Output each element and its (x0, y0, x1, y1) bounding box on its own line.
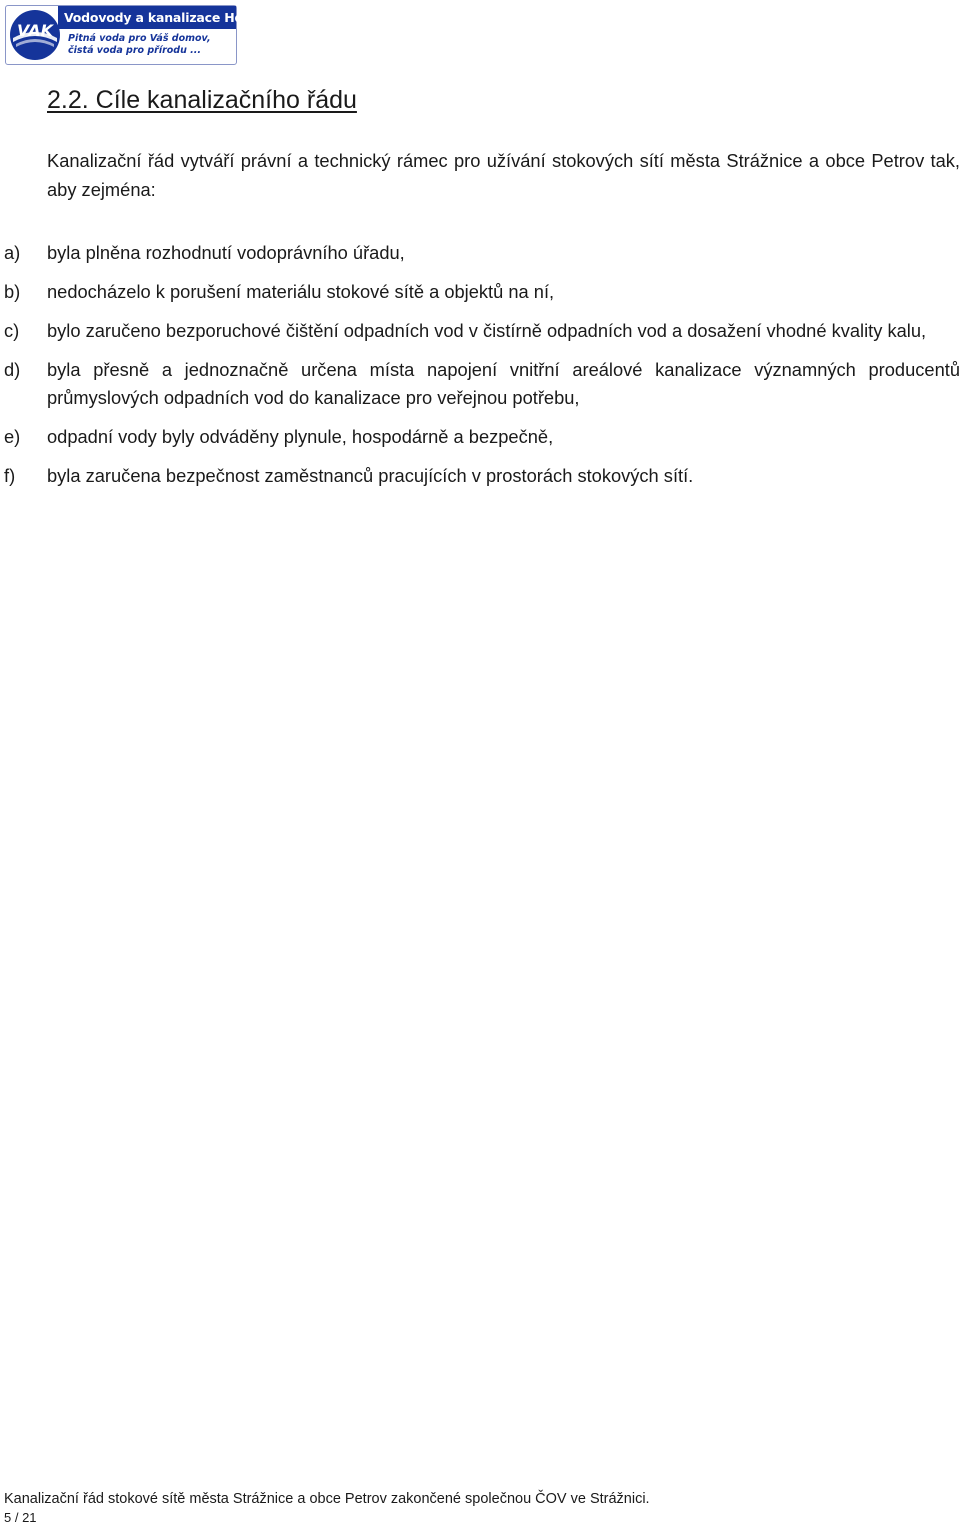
intro-paragraph: Kanalizační řád vytváří právní a technický rámec pro užívání stokových sítí města Strážnice a obce Petrov tak, aby zejména: (47, 150, 960, 200)
list-item-e (0, 423, 960, 451)
list-item-text: byla plněna rozhodnutí vodoprávního úřadu, (47, 242, 405, 263)
list-marker: b) (4, 281, 21, 302)
footer-document-title: Kanalizační řád stokové sítě města Strážnice a obce Petrov zakončené společnou ČOV ve Strážnici. (4, 1491, 650, 1507)
page-number: 5 / 21 (4, 1510, 37, 1525)
section-title: 2.2. Cíle kanalizačního řádu (47, 86, 357, 114)
vak-emblem-icon (8, 8, 62, 62)
list-marker: e) (4, 426, 21, 447)
list-item-text: byla zaručena bezpečnost zaměstnanců pracujících v prostorách stokových sítí. (47, 465, 694, 486)
slogan-line-1: Pitná voda pro Váš domov, (68, 33, 211, 44)
list-marker: f) (4, 465, 16, 486)
list-item-a (0, 239, 960, 267)
list-item-text: bylo zaručeno bezporuchové čištění odpadních vod v čistírně odpadních vod a dosažení vhodné kvality kalu, (47, 320, 927, 341)
list-item-f (0, 462, 960, 490)
logo-mark-text: VAK (16, 21, 54, 40)
goals-list (0, 239, 960, 501)
slogan-line-2: čistá voda pro přírodu ... (68, 45, 202, 56)
list-marker: c) (4, 320, 20, 341)
logo-slogan (68, 33, 233, 57)
list-marker: a) (4, 242, 21, 263)
list-item-text: odpadní vody byly odváděny plynule, hospodárně a bezpečně, (47, 426, 554, 447)
company-name: Vodovody a kanalizace Hodonín, a.s. (58, 6, 236, 29)
company-logo (5, 5, 315, 65)
list-item-d (0, 356, 960, 412)
list-marker: d) (4, 359, 21, 380)
list-item-b (0, 278, 960, 306)
list-item-text: byla přesně a jednoznačně určena místa napojení vnitřní areálové kanalizace významných producentů průmyslových odpadních vod do kanalizace pro veřejnou potřebu, (47, 359, 960, 408)
list-item-c (0, 317, 960, 345)
list-item-text: nedocházelo k porušení materiálu stokové sítě a objektů na ní, (47, 281, 555, 302)
